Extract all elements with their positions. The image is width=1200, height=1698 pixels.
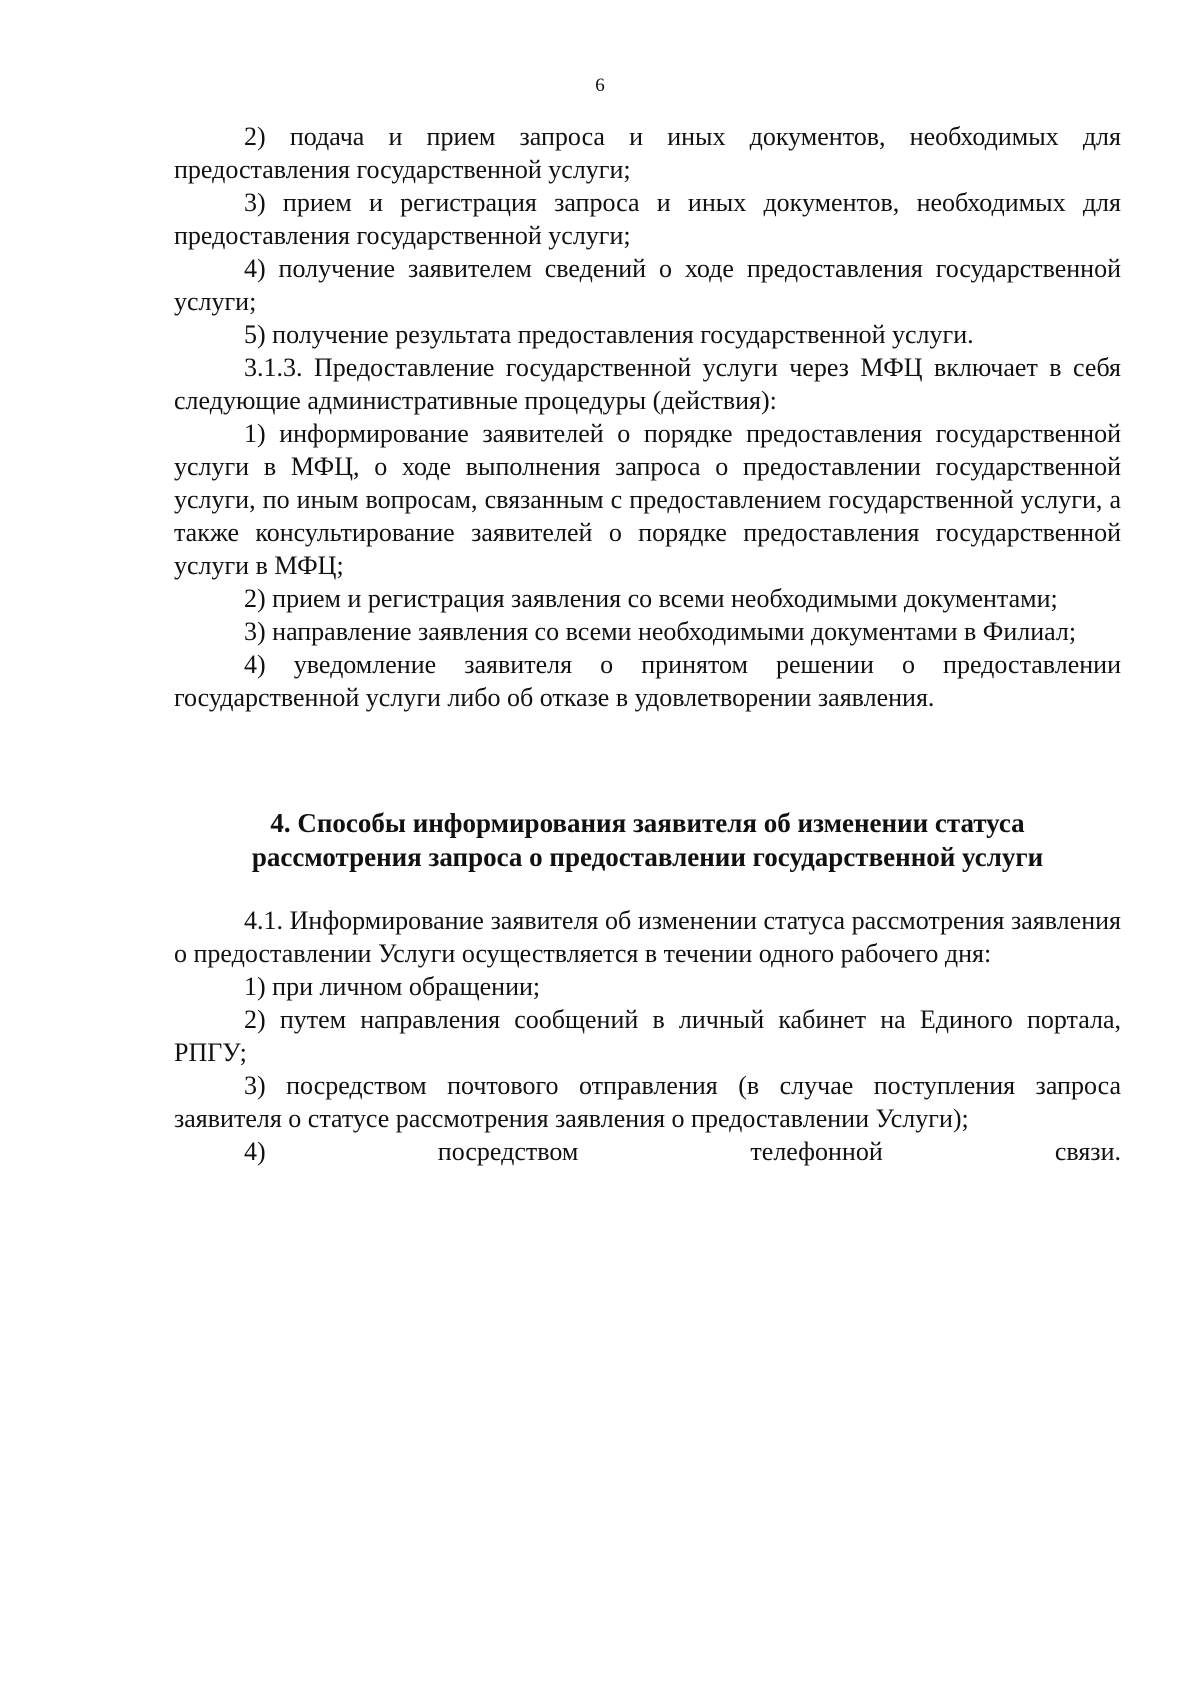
paragraph: 1) информирование заявителей о порядке предоставления государственной услуги в МФЦ, о ходе выполнения запроса о предоставлении государственной услуги, по иным вопросам, связанным с предоставлением государственной услуги, а также консультирование заявителей о порядке предоставления государственной услуги в МФЦ;	[174, 419, 1121, 580]
section-4-heading	[174, 806, 1121, 874]
paragraph: 1) при личном обращении;	[244, 972, 541, 1001]
section-3-body	[174, 120, 1121, 714]
heading-line: 4. Способы информирования заявителя об изменении статуса	[270, 808, 1025, 838]
paragraph: 3) направление заявления со всеми необходимыми документами в Филиал;	[244, 617, 1077, 646]
heading-line: рассмотрения запроса о предоставлении государственной услуги	[251, 842, 1044, 872]
section-4-body	[174, 904, 1121, 1168]
page-number: 6	[595, 75, 605, 96]
paragraph: 3) посредством почтового отправления (в случае поступления запроса заявителя о статусе рассмотрения заявления о предоставлении Услуги);	[174, 1071, 1121, 1133]
paragraph: 4) посредством телефонной связи.	[244, 1137, 1121, 1166]
paragraph: 5) получение результата предоставления государственной услуги.	[244, 320, 974, 349]
paragraph: 4) уведомление заявителя о принятом решении о предоставлении государственной услуги либо об отказе в удовлетворении заявления.	[174, 650, 1121, 712]
paragraph: 4) получение заявителем сведений о ходе предоставления государственной услуги;	[174, 254, 1121, 316]
paragraph: 3) прием и регистрация запроса и иных документов, необходимых для предоставления государственной услуги;	[174, 188, 1121, 250]
paragraph: 2) прием и регистрация заявления со всеми необходимыми документами;	[244, 584, 1058, 613]
paragraph: 2) путем направления сообщений в личный кабинет на Единого портала, РПГУ;	[174, 1005, 1121, 1067]
paragraph: 3.1.3. Предоставление государственной услуги через МФЦ включает в себя следующие административные процедуры (действия):	[174, 353, 1121, 415]
paragraph: 2) подача и прием запроса и иных документов, необходимых для предоставления государственной услуги;	[174, 122, 1121, 184]
paragraph: 4.1. Информирование заявителя об изменении статуса рассмотрения заявления о предоставлении Услуги осуществляется в течении одного рабочего дня:	[174, 906, 1121, 968]
